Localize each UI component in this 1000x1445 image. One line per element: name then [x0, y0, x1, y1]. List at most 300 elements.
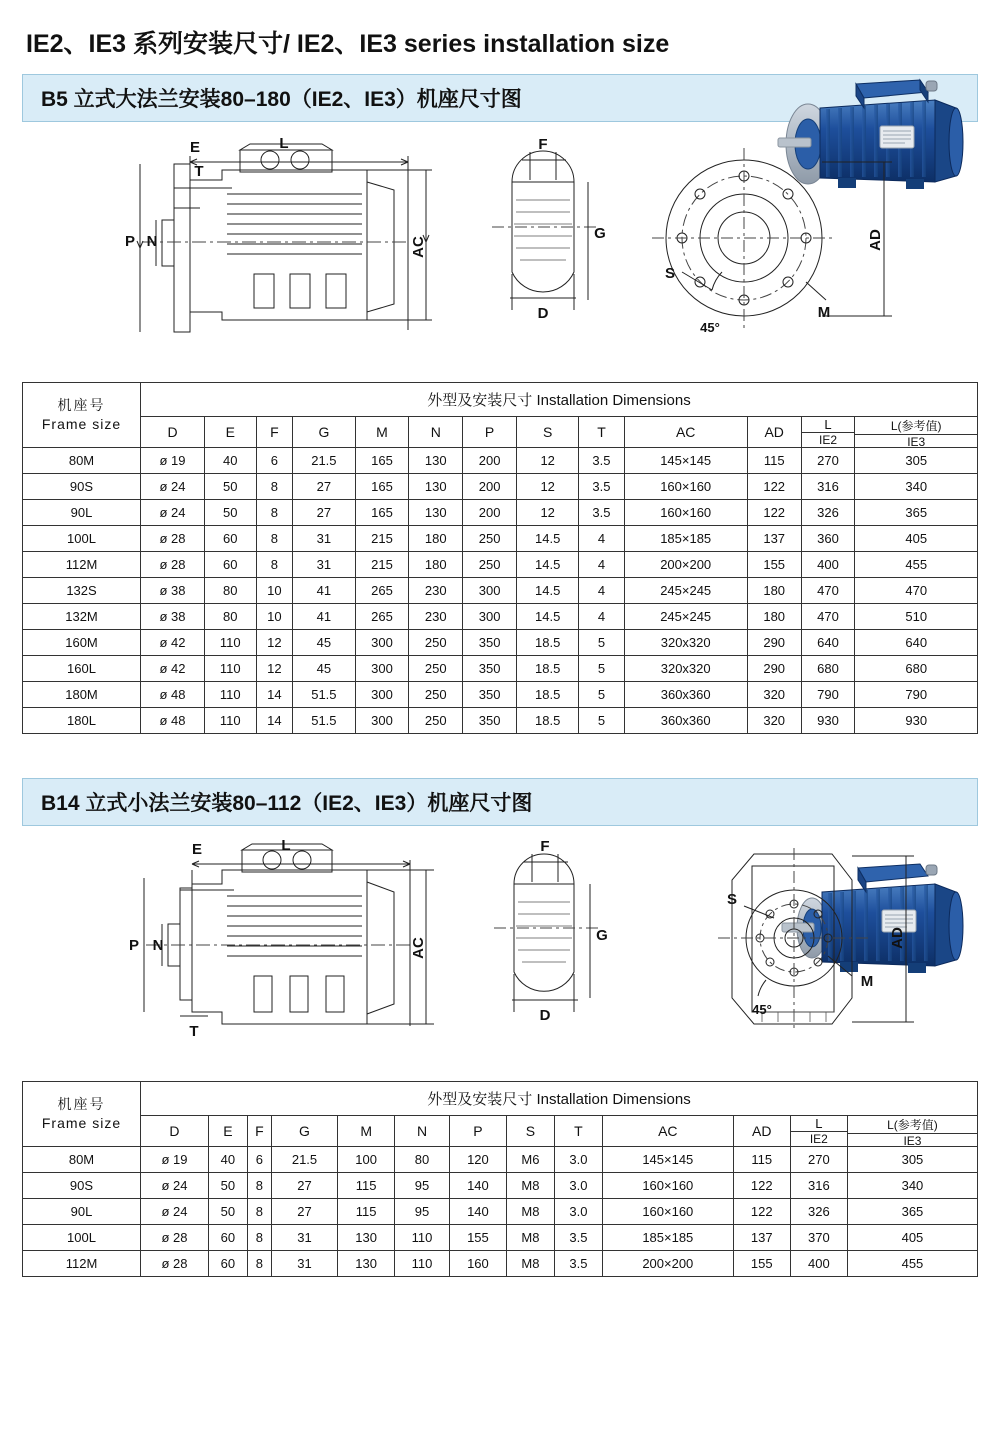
cell-s: M8	[506, 1251, 554, 1277]
cell-p: 350	[463, 630, 517, 656]
table-row	[23, 578, 978, 604]
cell-t: 3.0	[554, 1147, 602, 1173]
table-b14-header-install: 外型及安装尺寸 Installation Dimensions	[141, 1082, 978, 1116]
cell-d: ø 28	[141, 526, 205, 552]
cell-g: 31	[293, 526, 355, 552]
cell-p: 140	[449, 1173, 506, 1199]
table-row	[23, 682, 978, 708]
cell-n: 80	[395, 1147, 450, 1173]
table-b14-col-E: E	[208, 1116, 247, 1147]
cell-l_ie2: 316	[790, 1173, 847, 1199]
cell-e: 60	[208, 1225, 247, 1251]
cell-ac: 200×200	[602, 1251, 733, 1277]
label-T-b14: T	[189, 1023, 199, 1040]
cell-frame-size: 90S	[23, 1173, 141, 1199]
cell-ac: 160×160	[624, 474, 747, 500]
cell-e: 50	[205, 500, 257, 526]
table-b5-col-P: P	[463, 417, 517, 448]
table-b14-col-L-group: L IE2	[790, 1116, 847, 1147]
cell-p: 140	[449, 1199, 506, 1225]
cell-l_ie3: 790	[855, 682, 978, 708]
cell-p: 250	[463, 526, 517, 552]
cell-m: 130	[338, 1225, 395, 1251]
cell-e: 110	[205, 630, 257, 656]
cell-l_ie2: 326	[790, 1199, 847, 1225]
cell-ac: 160×160	[602, 1173, 733, 1199]
table-b5-col-D: D	[141, 417, 205, 448]
cell-e: 40	[205, 448, 257, 474]
cell-g: 31	[293, 552, 355, 578]
cell-f: 8	[247, 1173, 271, 1199]
cell-ad: 115	[733, 1147, 790, 1173]
cell-s: 12	[517, 448, 579, 474]
cell-p: 300	[463, 578, 517, 604]
cell-l_ie3: 930	[855, 708, 978, 734]
cell-n: 95	[395, 1173, 450, 1199]
table-b14-col-L-ref: L(参考值) IE3	[847, 1116, 977, 1147]
cell-n: 180	[409, 552, 463, 578]
cell-m: 300	[355, 708, 409, 734]
table-row	[23, 552, 978, 578]
cell-n: 250	[409, 708, 463, 734]
cell-e: 40	[208, 1147, 247, 1173]
cell-ad: 290	[747, 656, 801, 682]
cell-d: ø 19	[141, 1147, 209, 1173]
cell-frame-size: 160M	[23, 630, 141, 656]
label-45deg-b5: 45°	[700, 320, 720, 335]
cell-l_ie3: 455	[855, 552, 978, 578]
cell-s: 18.5	[517, 708, 579, 734]
label-M-b14: M	[860, 973, 874, 990]
cell-p: 300	[463, 604, 517, 630]
table-b5-col-L-group: L IE2	[801, 417, 855, 448]
cell-ad: 180	[747, 604, 801, 630]
cell-f: 10	[256, 604, 293, 630]
label-D-b5: D	[537, 305, 549, 322]
cell-frame-size: 180M	[23, 682, 141, 708]
cell-t: 3.5	[579, 474, 624, 500]
cell-frame-size: 90S	[23, 474, 141, 500]
cell-m: 265	[355, 604, 409, 630]
cell-l_ie3: 680	[855, 656, 978, 682]
cell-s: 12	[517, 474, 579, 500]
cell-d: ø 48	[141, 708, 205, 734]
cell-frame-size: 132M	[23, 604, 141, 630]
cell-l_ie2: 400	[790, 1251, 847, 1277]
table-b14-col-AD: AD	[733, 1116, 790, 1147]
cell-m: 165	[355, 474, 409, 500]
cell-f: 12	[256, 630, 293, 656]
table-b14-col-D: D	[141, 1116, 209, 1147]
cell-g: 51.5	[293, 682, 355, 708]
cell-d: ø 28	[141, 552, 205, 578]
cell-m: 115	[338, 1199, 395, 1225]
cell-ad: 122	[733, 1199, 790, 1225]
cell-ac: 245×245	[624, 604, 747, 630]
table-b5-col-AD: AD	[747, 417, 801, 448]
cell-f: 8	[247, 1225, 271, 1251]
cell-n: 250	[409, 682, 463, 708]
cell-l_ie2: 270	[790, 1147, 847, 1173]
cell-p: 160	[449, 1251, 506, 1277]
cell-ac: 145×145	[602, 1147, 733, 1173]
table-b14-col-M: M	[338, 1116, 395, 1147]
cell-l_ie2: 680	[801, 656, 855, 682]
cell-f: 6	[247, 1147, 271, 1173]
cell-d: ø 24	[141, 500, 205, 526]
label-L-b5: L	[279, 135, 289, 152]
cell-e: 50	[208, 1199, 247, 1225]
cell-ac: 185×185	[624, 526, 747, 552]
cell-ac: 145×145	[624, 448, 747, 474]
page-title: IE2、IE3 系列安装尺寸/ IE2、IE3 series installation size	[26, 30, 670, 58]
cell-ac: 360x360	[624, 708, 747, 734]
cell-ad: 122	[747, 474, 801, 500]
label-N-b14: N	[152, 937, 164, 954]
cell-n: 95	[395, 1199, 450, 1225]
cell-f: 8	[247, 1199, 271, 1225]
cell-l_ie2: 790	[801, 682, 855, 708]
cell-l_ie2: 640	[801, 630, 855, 656]
label-P-b14: P	[128, 937, 140, 954]
section-title-b14: B14 立式小法兰安装80–112（IE2、IE3）机座尺寸图	[41, 792, 533, 815]
cell-ac: 320x320	[624, 630, 747, 656]
cell-f: 10	[256, 578, 293, 604]
cell-g: 31	[271, 1225, 337, 1251]
label-E-b14: E	[191, 841, 203, 858]
cell-ad: 320	[747, 708, 801, 734]
cell-ad: 122	[733, 1173, 790, 1199]
table-b5-col-N: N	[409, 417, 463, 448]
cell-l_ie3: 340	[847, 1173, 977, 1199]
label-T-b5: T	[194, 163, 204, 180]
table-row	[23, 448, 978, 474]
cell-s: M8	[506, 1225, 554, 1251]
section-title-b5: B5 立式大法兰安装80–180（IE2、IE3）机座尺寸图	[41, 88, 522, 111]
cell-ac: 245×245	[624, 578, 747, 604]
table-b5-col-AC: AC	[624, 417, 747, 448]
table-b5-col-E: E	[205, 417, 257, 448]
cell-f: 6	[256, 448, 293, 474]
table-b5-col-L-ref: L(参考值) IE3	[855, 417, 978, 448]
table-row	[23, 500, 978, 526]
cell-frame-size: 80M	[23, 448, 141, 474]
cell-t: 4	[579, 578, 624, 604]
cell-n: 130	[409, 474, 463, 500]
cell-frame-size: 132S	[23, 578, 141, 604]
cell-ad: 155	[747, 552, 801, 578]
label-AD-b5: AD	[867, 229, 884, 251]
cell-t: 5	[579, 708, 624, 734]
section-header-b14	[22, 778, 978, 826]
cell-ad: 122	[747, 500, 801, 526]
label-AD-b14: AD	[889, 927, 906, 949]
cell-p: 350	[463, 708, 517, 734]
cell-l_ie2: 400	[801, 552, 855, 578]
cell-n: 110	[395, 1251, 450, 1277]
cell-t: 3.5	[554, 1251, 602, 1277]
cell-ac: 200×200	[624, 552, 747, 578]
cell-l_ie3: 470	[855, 578, 978, 604]
table-b5-col-S: S	[517, 417, 579, 448]
cell-l_ie2: 316	[801, 474, 855, 500]
table-b5-col-T: T	[579, 417, 624, 448]
cell-m: 265	[355, 578, 409, 604]
cell-t: 3.5	[554, 1225, 602, 1251]
label-AC-b5: AC	[410, 236, 427, 258]
cell-d: ø 28	[141, 1251, 209, 1277]
cell-e: 60	[205, 552, 257, 578]
table-row	[23, 604, 978, 630]
cell-t: 5	[579, 682, 624, 708]
cell-t: 3.5	[579, 448, 624, 474]
cell-l_ie3: 510	[855, 604, 978, 630]
cell-frame-size: 90L	[23, 1199, 141, 1225]
cell-l_ie3: 305	[847, 1147, 977, 1173]
cell-d: ø 24	[141, 1199, 209, 1225]
label-L-b14: L	[281, 837, 291, 854]
cell-p: 120	[449, 1147, 506, 1173]
cell-p: 155	[449, 1225, 506, 1251]
label-G-b5: G	[594, 225, 606, 242]
label-S-b14: S	[726, 891, 738, 908]
cell-t: 5	[579, 630, 624, 656]
cell-m: 215	[355, 552, 409, 578]
dimension-drawing-b5	[22, 122, 978, 372]
cell-g: 27	[293, 474, 355, 500]
dimensions-table-b14	[22, 1081, 978, 1277]
cell-frame-size: 112M	[23, 1251, 141, 1277]
cell-m: 115	[338, 1173, 395, 1199]
cell-l_ie2: 930	[801, 708, 855, 734]
table-row	[23, 708, 978, 734]
cell-g: 45	[293, 630, 355, 656]
cell-m: 165	[355, 448, 409, 474]
cell-g: 41	[293, 604, 355, 630]
table-b14-header-frame: 机座号 Frame size	[23, 1082, 141, 1147]
cell-s: 18.5	[517, 682, 579, 708]
cell-e: 110	[205, 656, 257, 682]
cell-frame-size: 90L	[23, 500, 141, 526]
cell-m: 300	[355, 630, 409, 656]
table-row	[23, 526, 978, 552]
label-N-b5: N	[146, 233, 158, 250]
cell-g: 27	[271, 1173, 337, 1199]
cell-s: M8	[506, 1173, 554, 1199]
cell-frame-size: 180L	[23, 708, 141, 734]
label-F-b14: F	[540, 838, 550, 855]
cell-ad: 137	[747, 526, 801, 552]
table-b5-header-install: 外型及安装尺寸 Installation Dimensions	[141, 383, 978, 417]
cell-frame-size: 100L	[23, 526, 141, 552]
cell-l_ie2: 270	[801, 448, 855, 474]
cell-n: 130	[409, 500, 463, 526]
cell-e: 110	[205, 708, 257, 734]
cell-g: 27	[271, 1199, 337, 1225]
cell-l_ie2: 470	[801, 604, 855, 630]
cell-m: 300	[355, 656, 409, 682]
cell-l_ie3: 340	[855, 474, 978, 500]
cell-g: 31	[271, 1251, 337, 1277]
table-b5-col-F: F	[256, 417, 293, 448]
cell-d: ø 48	[141, 682, 205, 708]
cell-l_ie3: 305	[855, 448, 978, 474]
cell-l_ie2: 360	[801, 526, 855, 552]
cell-t: 5	[579, 656, 624, 682]
cell-n: 230	[409, 604, 463, 630]
cell-ac: 160×160	[624, 500, 747, 526]
cell-t: 4	[579, 604, 624, 630]
cell-e: 50	[208, 1173, 247, 1199]
cell-ac: 320x320	[624, 656, 747, 682]
cell-g: 45	[293, 656, 355, 682]
cell-s: 14.5	[517, 552, 579, 578]
cell-l_ie2: 470	[801, 578, 855, 604]
cell-m: 165	[355, 500, 409, 526]
cell-p: 350	[463, 656, 517, 682]
cell-p: 350	[463, 682, 517, 708]
cell-m: 100	[338, 1147, 395, 1173]
cell-s: M8	[506, 1199, 554, 1225]
label-45deg-b14: 45°	[752, 1002, 772, 1017]
cell-ad: 137	[733, 1225, 790, 1251]
table-row	[23, 1147, 978, 1173]
table-row	[23, 1251, 978, 1277]
cell-s: 14.5	[517, 578, 579, 604]
cell-l_ie3: 365	[855, 500, 978, 526]
dimension-drawing-b14	[22, 826, 978, 1071]
cell-f: 8	[256, 552, 293, 578]
cell-t: 3.0	[554, 1173, 602, 1199]
cell-t: 3.5	[579, 500, 624, 526]
cell-n: 110	[395, 1225, 450, 1251]
label-D-b14: D	[539, 1007, 551, 1024]
cell-p: 200	[463, 474, 517, 500]
cell-g: 27	[293, 500, 355, 526]
cell-ac: 185×185	[602, 1225, 733, 1251]
cell-d: ø 42	[141, 630, 205, 656]
cell-e: 80	[205, 578, 257, 604]
cell-t: 4	[579, 552, 624, 578]
cell-s: 18.5	[517, 656, 579, 682]
label-E-b5: E	[189, 139, 201, 156]
table-b14-col-S: S	[506, 1116, 554, 1147]
cell-l_ie3: 405	[847, 1225, 977, 1251]
table-b14-col-F: F	[247, 1116, 271, 1147]
cell-g: 51.5	[293, 708, 355, 734]
cell-ad: 155	[733, 1251, 790, 1277]
cell-l_ie2: 326	[801, 500, 855, 526]
cell-d: ø 38	[141, 578, 205, 604]
table-row	[23, 1225, 978, 1251]
label-G-b14: G	[596, 927, 608, 944]
cell-frame-size: 112M	[23, 552, 141, 578]
cell-e: 80	[205, 604, 257, 630]
cell-ad: 115	[747, 448, 801, 474]
cell-d: ø 42	[141, 656, 205, 682]
cell-frame-size: 160L	[23, 656, 141, 682]
cell-g: 21.5	[293, 448, 355, 474]
table-b14-col-N: N	[395, 1116, 450, 1147]
cell-m: 300	[355, 682, 409, 708]
label-P-b5: P	[124, 233, 136, 250]
label-M-b5: M	[817, 304, 831, 321]
table-b14-col-G: G	[271, 1116, 337, 1147]
cell-f: 14	[256, 682, 293, 708]
cell-ad: 290	[747, 630, 801, 656]
cell-ac: 160×160	[602, 1199, 733, 1225]
cell-n: 180	[409, 526, 463, 552]
label-S-b5: S	[664, 265, 676, 282]
table-row	[23, 1173, 978, 1199]
table-b5-header-frame: 机座号 Frame size	[23, 383, 141, 448]
cell-s: 18.5	[517, 630, 579, 656]
cell-frame-size: 100L	[23, 1225, 141, 1251]
cell-g: 21.5	[271, 1147, 337, 1173]
cell-t: 4	[579, 526, 624, 552]
table-b14-col-P: P	[449, 1116, 506, 1147]
cell-f: 8	[256, 500, 293, 526]
cell-p: 200	[463, 448, 517, 474]
table-row	[23, 1199, 978, 1225]
cell-e: 60	[205, 526, 257, 552]
label-F-b5: F	[538, 136, 548, 153]
cell-p: 250	[463, 552, 517, 578]
cell-f: 8	[256, 474, 293, 500]
cell-f: 8	[247, 1251, 271, 1277]
cell-f: 12	[256, 656, 293, 682]
cell-l_ie3: 405	[855, 526, 978, 552]
cell-d: ø 24	[141, 1173, 209, 1199]
cell-d: ø 38	[141, 604, 205, 630]
cell-t: 3.0	[554, 1199, 602, 1225]
cell-d: ø 28	[141, 1225, 209, 1251]
table-b14-col-AC: AC	[602, 1116, 733, 1147]
cell-m: 130	[338, 1251, 395, 1277]
cell-n: 250	[409, 630, 463, 656]
cell-d: ø 19	[141, 448, 205, 474]
cell-e: 110	[205, 682, 257, 708]
cell-s: 14.5	[517, 526, 579, 552]
cell-s: 12	[517, 500, 579, 526]
cell-m: 215	[355, 526, 409, 552]
table-b5-body	[23, 448, 978, 734]
table-row	[23, 474, 978, 500]
table-row	[23, 630, 978, 656]
label-AC-b14: AC	[410, 937, 427, 959]
table-row	[23, 656, 978, 682]
cell-f: 8	[256, 526, 293, 552]
cell-ac: 360x360	[624, 682, 747, 708]
cell-ad: 320	[747, 682, 801, 708]
cell-e: 50	[205, 474, 257, 500]
cell-l_ie3: 455	[847, 1251, 977, 1277]
cell-ad: 180	[747, 578, 801, 604]
table-b5-col-G: G	[293, 417, 355, 448]
cell-n: 250	[409, 656, 463, 682]
table-b5-col-M: M	[355, 417, 409, 448]
cell-g: 41	[293, 578, 355, 604]
cell-d: ø 24	[141, 474, 205, 500]
cell-n: 230	[409, 578, 463, 604]
cell-n: 130	[409, 448, 463, 474]
dimensions-table-b5	[22, 382, 978, 734]
cell-l_ie3: 365	[847, 1199, 977, 1225]
cell-l_ie2: 370	[790, 1225, 847, 1251]
cell-p: 200	[463, 500, 517, 526]
cell-s: M6	[506, 1147, 554, 1173]
cell-s: 14.5	[517, 604, 579, 630]
